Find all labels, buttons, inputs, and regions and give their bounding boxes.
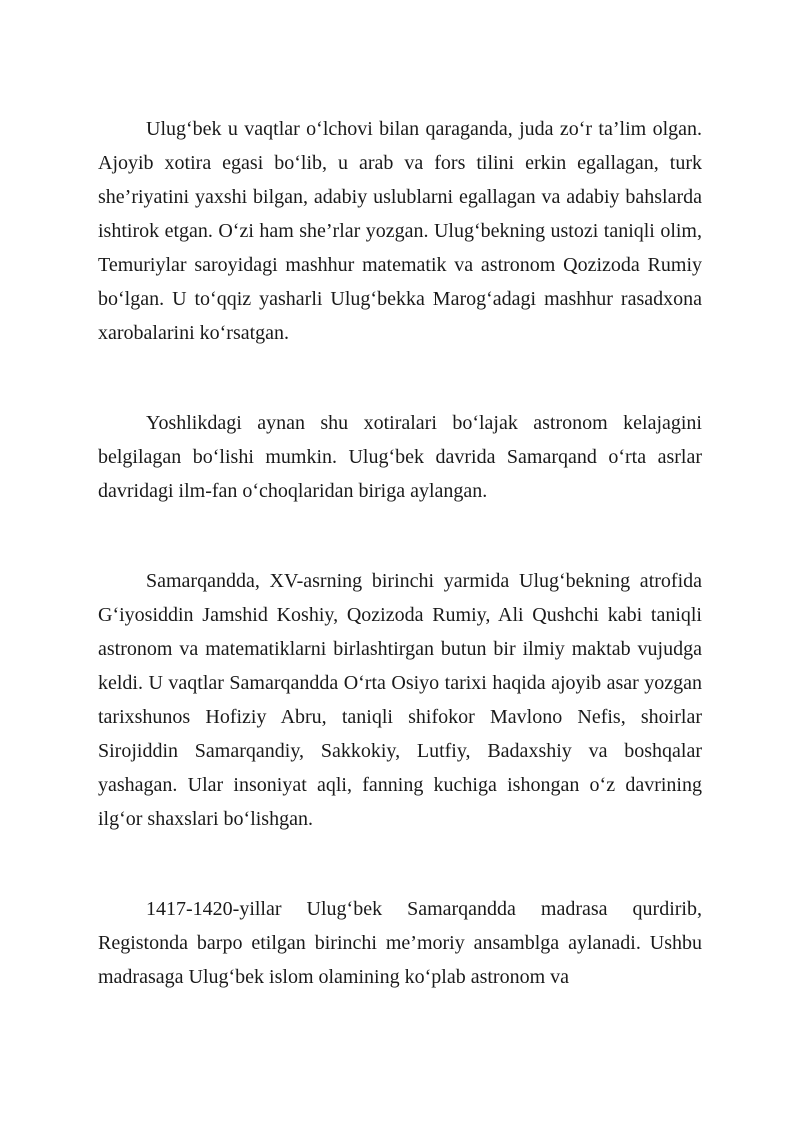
document-page [98, 112, 702, 994]
paragraph-samarkand-school: Samarqandda, XV-asrning birinchi yarmida Ulug‘bekning atrofida G‘iyosiddin Jamshid Koshiy, Qozizoda Rumiy, Ali Qushchi kabi taniqli astronom va matematiklarni birlashtirgan butun bir ilmiy maktab vujudga keldi. U vaqtlar Samarqandda O‘rta Osiyo tarixi haqida ajoyib asar yozgan tarixshunos Hofiziy Abru, taniqli shifokor Mavlono Nefis, shoirlar Sirojiddin Samarqandiy, Sakkokiy, Lutfiy, Badaxshiy va boshqalar yashagan. Ular insoniyat aqli, fanning kuchiga ishongan o‘z davrining ilg‘or shaxslari bo‘lishgan. [98, 570, 702, 830]
paragraph-madrasa-construction: 1417-1420-yillar Ulug‘bek Samarqandda madrasa qurdirib, Registonda barpo etilgan birinchi me’moriy ansamblga aylanadi. Ushbu madrasaga Ulug‘bek islom olamining ko‘plab astronom va [98, 898, 702, 988]
paragraph-ulugbek-education: Ulug‘bek u vaqtlar o‘lchovi bilan qaraganda, juda zo‘r ta’lim olgan. Ajoyib xotira egasi bo‘lib, u arab va fors tilini erkin egallagan, turk she’riyatini yaxshi bilgan, adabiy uslublarni egallagan va adabiy bahslarda ishtirok etgan. O‘zi ham she’rlar yozgan. Ulug‘bekning ustozi taniqli olim, Temuriylar saroyidagi mashhur matematik va astronom Qozizoda Rumiy bo‘lgan. U to‘qqiz yasharli Ulug‘bekka Marog‘adagi mashhur rasadxona xarobalarini ko‘rsatgan. [98, 118, 702, 344]
paragraph-youth-memories: Yoshlikdagi aynan shu xotiralari bo‘lajak astronom kelajagini belgilagan bo‘lishi mumkin. Ulug‘bek davrida Samarqand o‘rta asrlar davridagi ilm-fan o‘choqlaridan biriga aylangan. [98, 412, 702, 502]
